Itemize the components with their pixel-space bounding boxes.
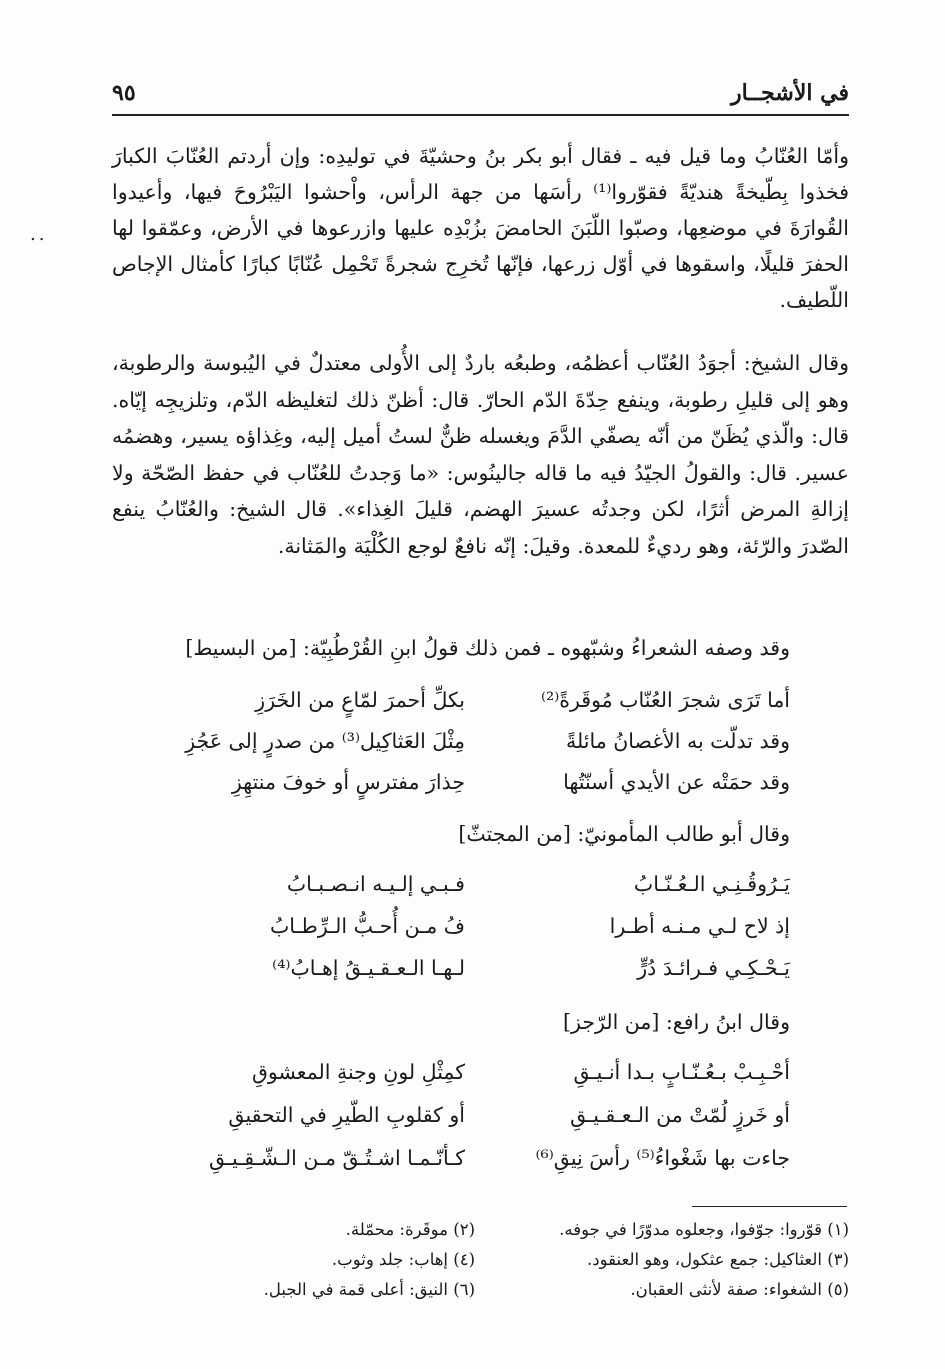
footnote-separator xyxy=(692,1206,847,1207)
poem2-line3-second-hemistich: لـهـا الـعـقـيـقُ إهـابُ⁽⁴⁾ xyxy=(272,956,465,980)
footnote-3: (٣) العثاكيل: جمع عثكول، وهو العنقود. xyxy=(587,1250,849,1269)
poem1-intro: وقد وصفه الشعراءُ وشبّهوه ـ فمن ذلك قولُ ابنِ القُرْطُبِيّة: [من البسيط] xyxy=(185,636,790,660)
footnote-2: (٢) موقَرة: محمّلة. xyxy=(345,1220,475,1239)
poem1-line3-first-hemistich: وقد حمَتْه عن الأيدي أسنّتُها xyxy=(563,770,790,794)
poem1-line2-second-hemistich: مِثْلَ العَثاكِيل⁽³⁾ من صدرٍ إلى عَجُزِ xyxy=(185,729,465,753)
running-title: في الأشجــار xyxy=(730,80,849,106)
poem2-intro: وقال أبو طالب المأمونيّ: [من المجتثّ] xyxy=(458,822,790,846)
poem2-line1-second-hemistich: فـبـي إلـيـه انـصـبـابُ xyxy=(286,872,465,896)
footnote-4: (٤) إهاب: جلد وثوب. xyxy=(331,1250,475,1269)
poem2-line2-second-hemistich: فُ مـن أُحـبُّ الـرِّطـابُ xyxy=(269,914,465,938)
footnote-1: (١) قوّروا: جوّفوا، وجعلوه مدوّرًا في جوفه. xyxy=(559,1220,849,1239)
poem1-line1-first-hemistich: أما تَرَى شجرَ العُنّاب مُوقَرةً⁽²⁾ xyxy=(540,688,790,712)
poem3-line2-first-hemistich: أو خَرزٍ لُمّتْ من الـعـقـيـقِ xyxy=(570,1103,790,1127)
poem3-line2-second-hemistich: أو كقلوبِ الطّيرِ في التحقيقِ xyxy=(228,1103,465,1127)
paragraph-jujube-properties: وقال الشيخ: أجوَدُ العُنّاب أعظمُه، وطبعُه باردٌ إلى الأُولى معتدلٌ في اليُبوسة والرطوبة، وهو إلى قليلِ رطوبة، وينفع حِدّةَ الدّم الحارّ. قال: أظنّ ذلك لتغليظه الدّم، وتلزيجِه إيّاه. قال: والّذي يُظَنّ من أنّه يصفّي الدَّمَ ويغسله ظنٌّ لستُ أميل إليه، وغِذاؤه يسير، وهضمُه عسير. قال: والقولُ الجيّدُ فيه ما قاله جالينُوس: «ما وَجدتُ للعُنّاب في حفظ الصّحّة ولا إزالةِ المرض أثرًا، لكن وجدتُه عسيرَ الهضم، قليلَ الغِذاء». قال الشيخ: والعُنّابُ ينفع الصّدرَ والرّئة، وهو رديءٌ للمعدة. وقيلَ: إنّه نافعٌ لوجع الكُلْيَة والمَثانة. xyxy=(112,351,849,558)
poem2-line3-first-hemistich: يَـحْـكِـي فـرائـدَ دُرٍّ xyxy=(637,956,790,980)
poem1-line2-first-hemistich: وقد تدلّت به الأغصانُ مائلةً xyxy=(566,729,790,753)
poem1-line1-second-hemistich: بكلِّ أحمرَ لمّاعٍ من الخَرَزِ xyxy=(255,688,465,712)
page-header xyxy=(112,80,849,116)
poem1-line3-second-hemistich: حِذارَ مفترسٍ أو خوفَ منتهِزِ xyxy=(231,770,465,794)
poem2-line2-first-hemistich: إذ لاح لـي مـنـه أطـرا xyxy=(609,914,790,938)
poem3-line1-second-hemistich: كمِثْلِ لونِ وجنةِ المعشوقِ xyxy=(252,1060,465,1084)
poem3-line3-first-hemistich: جاءت بها شَغْواءُ⁽⁵⁾ رأسَ نِيقِ⁽⁶⁾ xyxy=(535,1146,790,1170)
poem3-line1-first-hemistich: أحْـبِـبْ بـعُـنّـابٍ بـدا أنـيـقِ xyxy=(573,1060,790,1084)
margin-mark: .. xyxy=(30,224,48,245)
poem2-line1-first-hemistich: يَـرُوقُـنِـي الـعُـنّـابُ xyxy=(633,872,790,896)
paragraph-jujube-cultivation: وأمّا العُنّابُ وما قيل فيه ـ فقال أبو بكر بنُ وحشيّةَ في توليدِه: وإن أردتم العُنّابَ الكبارَ فخذوا بِطّيخةً هنديّةً فقوّروا⁽¹⁾ رأسَها من جهة الرأس، واْحشوا اليَبْرُوحَ فيها، وأعيدوا القُوارَةَ في موضعِها، وصبّوا اللّبَنَ الحامضَ بزُبْدِه عليها وازرعوها في الأرض، وعمّقوا لها الحفرَ قليلًا، واسقوها في أوّل زرعها، فإنّها تُخرِج شجرةً تَحْمِل عُنّابًا كبارًا كأمثال الإجاص اللّطيف. xyxy=(112,144,849,312)
page-number: ٩٥ xyxy=(112,80,136,106)
footnote-6: (٦) النيق: أعلى قمة في الجبل. xyxy=(263,1280,475,1299)
footnote-5: (٥) الشغواء: صفة لأنثى العقبان. xyxy=(630,1280,849,1299)
poem3-intro: وقال ابنُ رافع: [من الرّجز] xyxy=(563,1010,790,1034)
poem3-line3-second-hemistich: كـأنّـمـا اشـتُـقّ مـن الـشّـقِـيـقِ xyxy=(208,1146,465,1170)
